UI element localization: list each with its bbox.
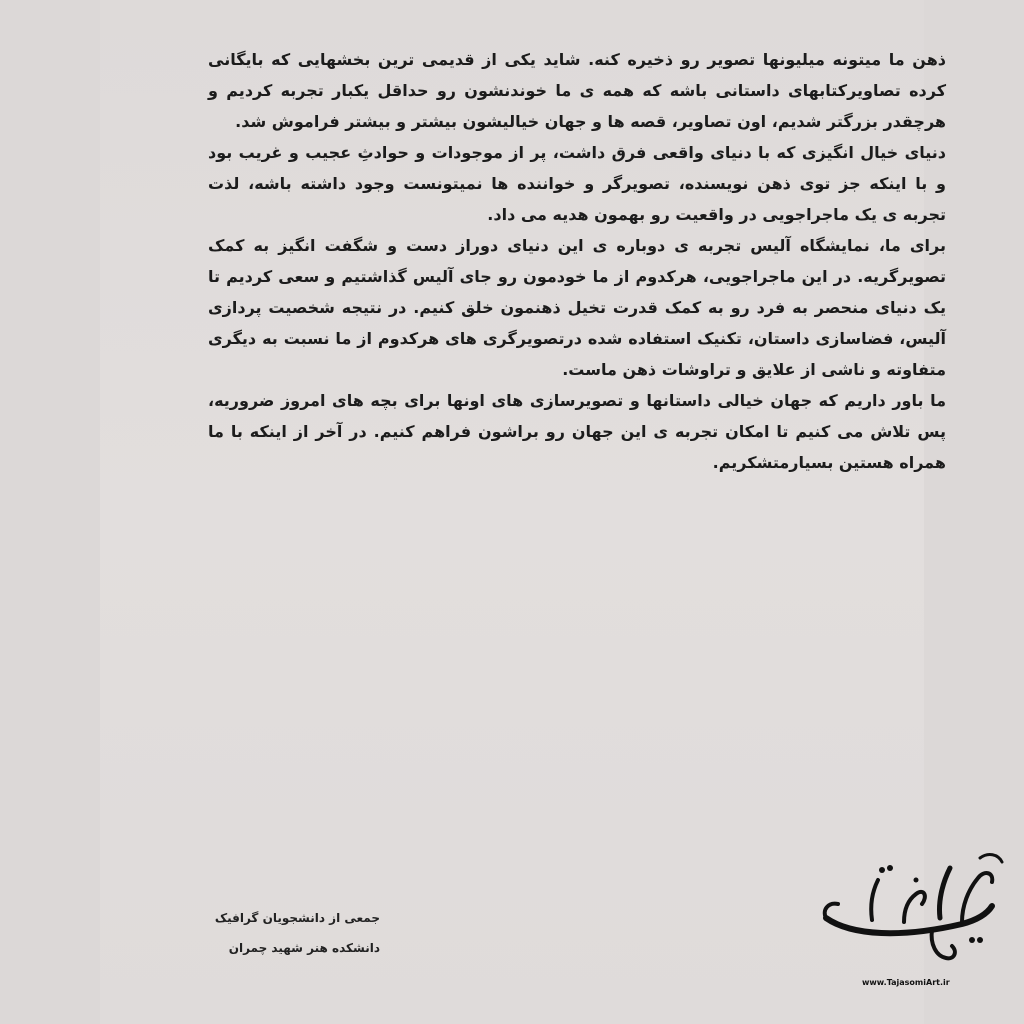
- paragraph-4: ما باور داریم که جهان خیالی داستانها و تصویرسازی های اونها برای بچه های امروز ضروریه، پس تلاش می کنیم تا امکان تجربه ی این جهان رو براشون فراهم کنیم. در آخر از اینکه با ما همراه هستین بسیارمتشکریم.: [208, 391, 946, 472]
- paragraph-2: دنیای خیال انگیزی که با دنیای واقعی فرق داشت، پر از موجودات و حوادثِ عجیب و غریب بود و با اینکه جز توی ذهن نویسنده، تصویرگر و خواننده ها نمیتونست وجود داشته باشه، لذت تجربه ی یک ماجراجویی در واقعیت رو بهمون هدیه می داد.: [208, 143, 946, 224]
- paragraph-3: برای ما، نمایشگاه آلیس تجربه ی دوباره ی این دنیای دوراز دست و شگفت انگیز به کمک تصویرگریه. در این ماجراجویی، هرکدوم از ما خودمون رو جای آلیس گذاشتیم و سعی کردیم تا یک دنیای منحصر به فرد رو به کمک قدرت تخیل ذهنمون خلق کنیم. در نتیجه شخصیت پردازی آلیس، فضاسازی داستان، تکنیک استفاده شده درتصویرگری های هرکدوم از ما نسبت به دیگری متفاوته و ناشی از علایق و تراوشات ذهن ماست.: [208, 236, 946, 379]
- website-url: www.TajasomiArt.ir: [862, 978, 950, 987]
- signature-block: [200, 903, 380, 963]
- tajasomi-art-logo: [812, 840, 1012, 990]
- calligraphy-logo-icon: [812, 840, 1012, 990]
- paragraph-1: ذهن ما میتونه میلیونها تصویر رو ذخیره کنه. شاید یکی از قدیمی ترین بخشهایی که بایگانی کرده تصاویرکتابهای داستانی باشه که همه ی ما خوندنشون رو حداقل یکبار تجربه کردیم و هرچقدر بزرگتر شدیم، اون تصاویر، قصه ها و جهان خیالیشون بیشتر و بیشتر فراموش شد.: [208, 50, 946, 131]
- signature-line-1: جمعی از دانشجویان گرافیک: [214, 911, 380, 925]
- article-body: [208, 44, 946, 478]
- signature-line-2: دانشکده هنر شهید چمران: [228, 941, 380, 955]
